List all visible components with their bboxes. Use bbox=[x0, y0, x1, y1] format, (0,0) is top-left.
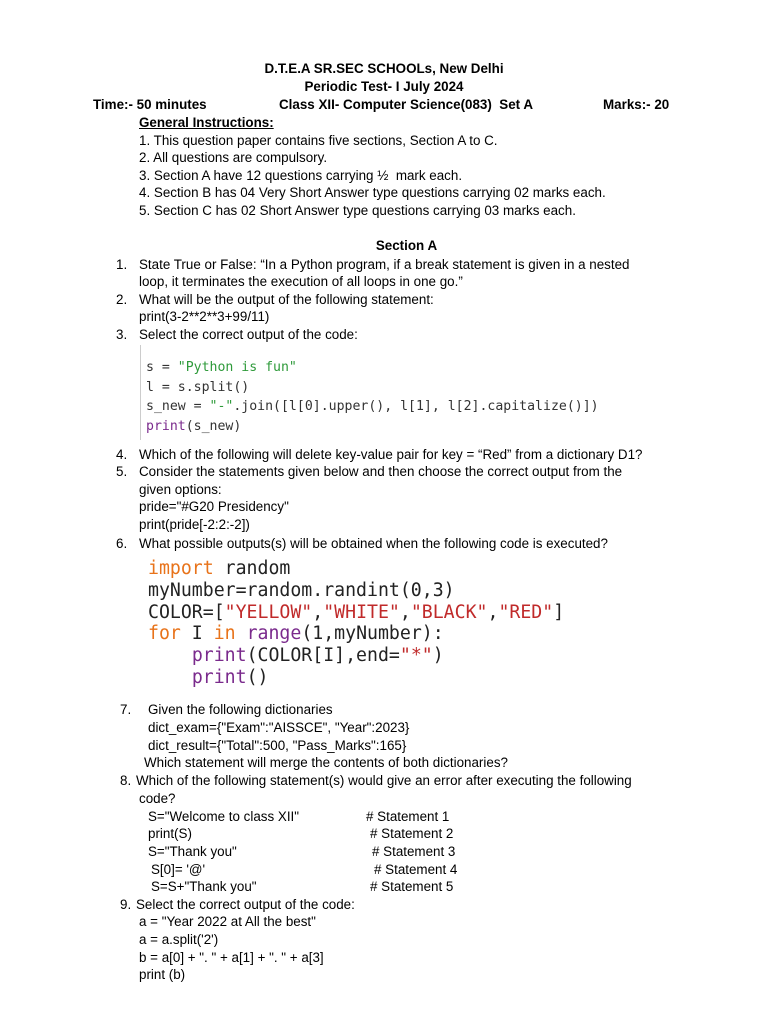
question-text: What possible outputs(s) will be obtained when the following code is executed? bbox=[139, 536, 608, 551]
question-code: dict_exam={"Exam":"AISSCE", "Year":2023} bbox=[148, 720, 410, 735]
question-text: Consider the statements given below and then choose the correct output from the bbox=[139, 464, 623, 479]
question-text: State True or False: “In a Python program, if a break statement is given in a nested bbox=[139, 257, 630, 272]
time-label: Time:- 50 minutes bbox=[93, 97, 207, 112]
marks-label: Marks:- 20 bbox=[603, 97, 670, 112]
school-name: D.T.E.A SR.SEC SCHOOLs, New Delhi bbox=[264, 61, 504, 76]
question-number: 7. bbox=[120, 702, 132, 717]
statement-code: S="Welcome to class XII" bbox=[148, 809, 300, 824]
question-code: print(3-2**2**3+99/11) bbox=[139, 309, 270, 324]
statement-code: print(S) bbox=[148, 826, 192, 841]
code-block-q3: s = "Python is fun" l = s.split() s_new = "-".join([l[0].upper(), l[1], l[2].capitalize()]) print(s_new) bbox=[146, 360, 599, 434]
question-code: print (b) bbox=[139, 967, 186, 982]
code-block-border bbox=[140, 345, 141, 440]
instruction-item: 2. All questions are compulsory. bbox=[139, 150, 328, 165]
statement-code: S[0]= '@' bbox=[151, 862, 206, 877]
instruction-item: 3. Section A have 12 questions carrying ½ mark each. bbox=[139, 168, 463, 183]
question-code: print(pride[-2:2:-2]) bbox=[139, 517, 250, 532]
question-text: code? bbox=[139, 791, 176, 806]
question-number: 1. bbox=[116, 257, 128, 272]
question-text: loop, it terminates the execution of all loops in one go.” bbox=[139, 274, 463, 289]
instructions-title: General Instructions: bbox=[139, 115, 274, 130]
question-text: Which of the following statement(s) would give an error after executing the following bbox=[136, 773, 632, 788]
question-text: Given the following dictionaries bbox=[148, 702, 333, 717]
statement-label: # Statement 1 bbox=[366, 809, 450, 824]
statement-label: # Statement 4 bbox=[374, 862, 458, 877]
instruction-item: 4. Section B has 04 Very Short Answer type questions carrying 02 marks each. bbox=[139, 185, 606, 200]
question-text: Which statement will merge the contents of both dictionaries? bbox=[144, 755, 508, 770]
class-subject: Class XII- Computer Science(083) Set A bbox=[279, 97, 534, 112]
question-number: 2. bbox=[116, 292, 128, 307]
question-number: 9. bbox=[120, 897, 132, 912]
section-title: Section A bbox=[375, 238, 438, 253]
statement-code: S="Thank you" bbox=[148, 844, 237, 859]
question-code: a = a.split('2') bbox=[139, 932, 219, 947]
statement-label: # Statement 3 bbox=[372, 844, 456, 859]
question-text: What will be the output of the following statement: bbox=[139, 292, 434, 307]
code-block-q6: import random myNumber=random.randint(0,3) COLOR=["YELLOW","WHITE","BLACK","RED"] for I in range(1,myNumber): print(COLOR[I],end="*") print() bbox=[148, 558, 565, 688]
statement-code: S=S+"Thank you" bbox=[151, 879, 257, 894]
statement-label: # Statement 5 bbox=[370, 879, 454, 894]
question-text: Select the correct output of the code: bbox=[136, 897, 355, 912]
question-text: Select the correct output of the code: bbox=[139, 327, 358, 342]
test-title: Periodic Test- I July 2024 bbox=[304, 79, 464, 94]
question-code: b = a[0] + ". " + a[1] + ". " + a[3] bbox=[139, 950, 324, 965]
statement-label: # Statement 2 bbox=[370, 826, 454, 841]
question-code: dict_result={"Total":500, "Pass_Marks":165} bbox=[148, 738, 407, 753]
instruction-item: 1. This question paper contains five sections, Section A to C. bbox=[139, 133, 498, 148]
question-code: pride="#G20 Presidency" bbox=[139, 499, 289, 514]
question-text: given options: bbox=[139, 482, 222, 497]
instruction-item: 5. Section C has 02 Short Answer type questions carrying 03 marks each. bbox=[139, 203, 576, 218]
question-number: 4. bbox=[116, 447, 128, 462]
question-number: 5. bbox=[116, 464, 128, 479]
question-text: Which of the following will delete key-value pair for key = “Red” from a dictionary D1? bbox=[139, 447, 643, 462]
question-code: a = "Year 2022 at All the best" bbox=[139, 914, 316, 929]
question-number: 3. bbox=[116, 327, 128, 342]
question-number: 6. bbox=[116, 536, 128, 551]
question-number: 8. bbox=[120, 773, 132, 788]
